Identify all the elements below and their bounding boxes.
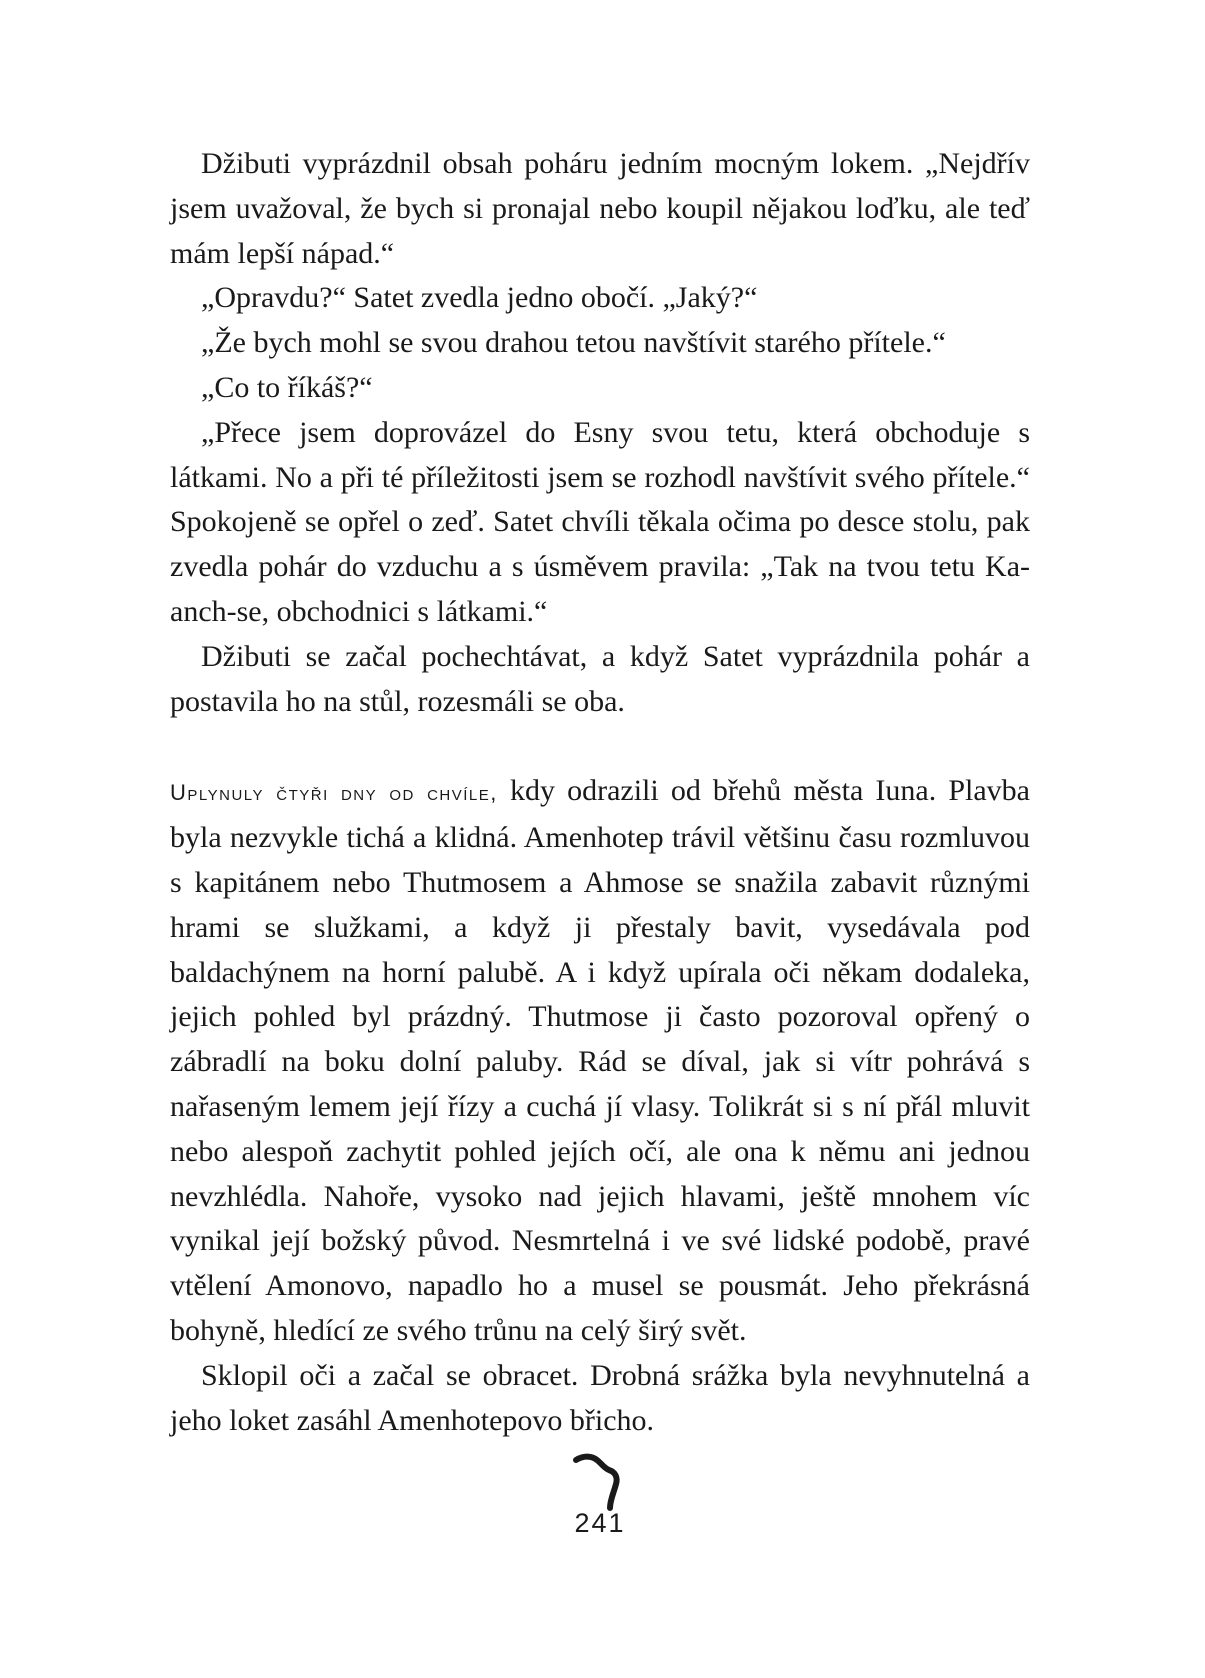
paragraph: Sklopil oči a začal se obracet. Drobná srážka byla nevyhnutelná a jeho loket zasáhl Amenhotepovo břicho. (170, 1358, 1030, 1437)
paragraph: „Opravdu?“ Satet zvedla jedno obočí. „Jaký?“ (201, 281, 758, 315)
section-body: kdy odrazili od břehů města Iuna. Plavba byla nezvykle tichá a klidná. Amenhotep trávil většinu času rozmluvou s kapitánem nebo Thutmosem a Ahmose se snažila zabavit různými hrami se služkami, a když ji přestaly bavit, vysedávala pod baldachýnem na horní palubě. A i když upírala oči někam dodaleka, jejich pohled byl prázdný. Thutmose ji často pozoroval opřený o zábradlí na boku dolní paluby. Rád se díval, jak si vítr pohrává s nařaseným lemem její řízy a cuchá jí vlasy. Tolikrát si s ní přál mluvit nebo alespoň zachytit pohled jejích očí, ale ona k němu ani jednou nevzhlédla. Nahoře, vysoko nad jejich hlavami, ještě mnohem víc vynikal její božský původ. Nesmrtelná i ve své lidské podobě, pravé vtělení Amonovo, napadlo ho a musel se pousmát. Jeho překrásná bohyně, hledící ze svého trůnu na celý širý svět. (170, 774, 1030, 1347)
page-number: 241 (574, 1508, 626, 1538)
hieroglyph-ornament-icon (568, 1450, 628, 1512)
paragraph: Džibuti se začal pochechtávat, a když Satet vyprázdnila pohár a postavila ho na stůl, rozesmáli se oba. (170, 639, 1030, 718)
section-start-paragraph (170, 769, 1030, 1353)
paragraph: „Že bych mohl se svou drahou tetou navštívit starého přítele.“ (201, 326, 946, 360)
paragraph: Džibuti vyprázdnil obsah poháru jedním mocným lokem. „Nejdřív jsem uvažoval, že bych si pronajal nebo koupil nějakou loďku, ale teď mám lepší nápad.“ (170, 147, 1030, 270)
section-lead-in: Uplynuly čtyři dny od chvíle, (170, 780, 498, 806)
paragraph: „Co to říkáš?“ (201, 370, 373, 404)
body-text (170, 142, 1030, 1443)
paragraph: „Přece jsem doprovázel do Esny svou tetu, která obchoduje s látkami. No a při té příležitosti jsem se rozhodl navštívit svého přítele.“ Spokojeně se opřel o zeď. Satet chvíli těkala očima po desce stolu, pak zvedla pohár do vzduchu a s úsměvem pravila: „Tak na tvou tetu Ka-anch-se, obchodnici s látkami.“ (170, 415, 1030, 628)
